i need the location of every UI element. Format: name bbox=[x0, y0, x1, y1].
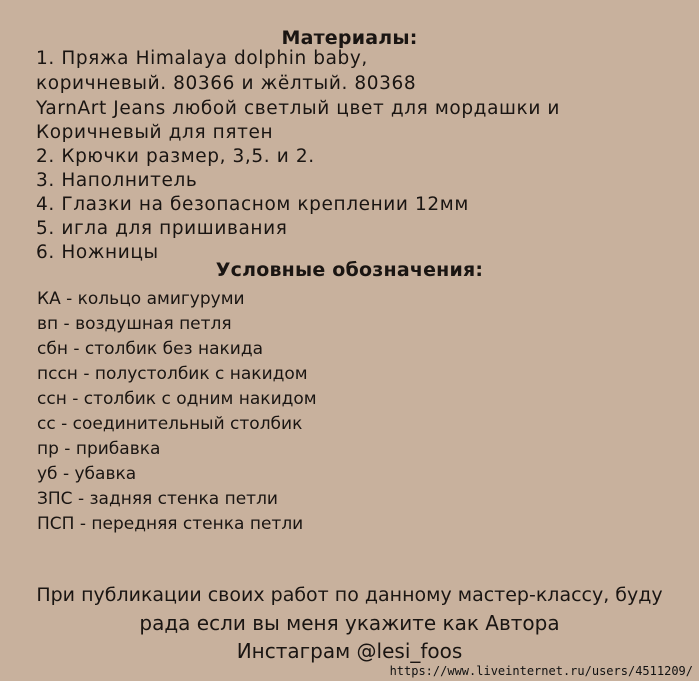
materials-line: коричневый. 80366 и жёлтый. 80368 bbox=[36, 73, 417, 94]
footer-line: При публикации своих работ по данному мастер-классу, буду bbox=[36, 584, 663, 606]
legend-item: ПСП - передняя стенка петли bbox=[37, 514, 304, 534]
legend-item: ссн - столбик с одним накидом bbox=[37, 389, 317, 409]
materials-line: 6. Ножницы bbox=[36, 242, 159, 263]
footer-line: Инстаграм @lesi_foos bbox=[236, 639, 463, 663]
materials-line: 1. Пряжа Himalaya dolphin baby, bbox=[36, 48, 368, 69]
materials-line: Коричневый для пятен bbox=[36, 122, 274, 143]
materials-line: 4. Глазки на безопасном креплении 12мм bbox=[36, 194, 469, 215]
legend-item: сбн - столбик без накида bbox=[37, 339, 264, 359]
materials-line: YarnArt Jeans любой светлый цвет для мордашки и bbox=[36, 98, 561, 119]
legend-item: сс - соединительный столбик bbox=[37, 414, 303, 434]
legend-item: ЗПС - задняя стенка петли bbox=[37, 489, 278, 509]
footer-line: рада если вы меня укажите как Автора bbox=[139, 611, 560, 635]
legend-item: пр - прибавка bbox=[37, 439, 161, 459]
legend-item: вп - воздушная петля bbox=[37, 314, 232, 334]
legend-title: Условные обозначения: bbox=[215, 259, 484, 281]
legend-item: пссн - полустолбик с накидом bbox=[37, 364, 308, 384]
materials-line: 3. Наполнитель bbox=[36, 170, 198, 191]
materials-line: 2. Крючки размер, 3,5. и 2. bbox=[36, 146, 315, 167]
materials-title: Материалы: bbox=[281, 27, 418, 49]
watermark-url: https://www.liveinternet.ru/users/4511209/ bbox=[389, 664, 693, 678]
legend-item: КА - кольцо амигуруми bbox=[37, 289, 245, 309]
legend-item: уб - убавка bbox=[37, 464, 137, 484]
materials-line: 5. игла для пришивания bbox=[36, 218, 288, 239]
